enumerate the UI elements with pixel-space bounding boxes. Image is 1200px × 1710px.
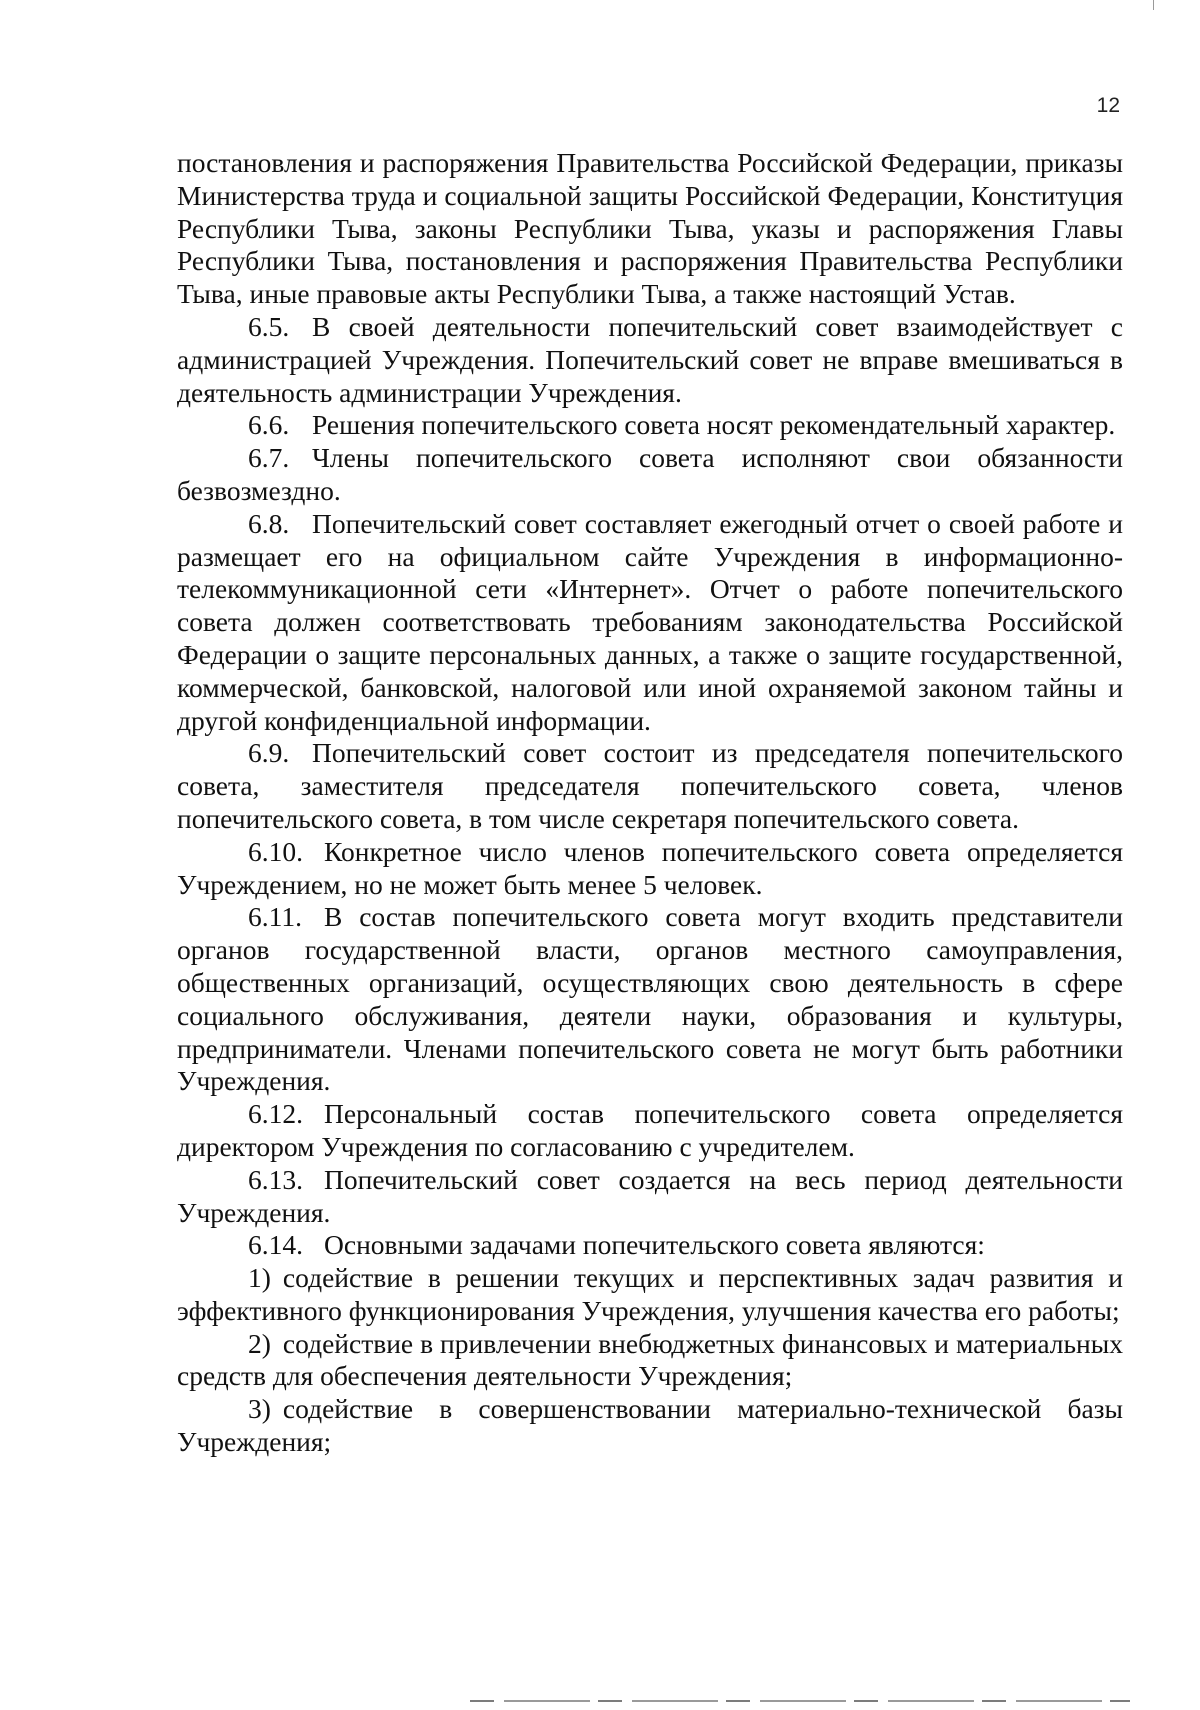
clause-number: 6.9. <box>248 737 290 769</box>
clause-number: 6.12. <box>248 1098 303 1130</box>
scan-bottom-line <box>470 1700 1130 1702</box>
list-number: 3) <box>248 1393 271 1425</box>
clause-6-9 <box>177 737 1123 835</box>
clause-text: Попечительский совет создается на весь период деятельности Учреждения. <box>177 1163 1123 1228</box>
clause-number: 6.13. <box>248 1163 303 1195</box>
clause-6-10 <box>177 836 1123 902</box>
paragraph-text: постановления и распоряжения Правительства Российской Федерации, приказы Министерства труда и социальной защиты Российской Федерации, Конституция Республики Тыва, законы Республики Тыва, указы и распоряжения Главы Республики Тыва, постановления и распоряжения Правительства Республики Тыва, иные правовые акты Республики Тыва, а также настоящий Устав. <box>177 147 1123 310</box>
clause-text: Конкретное число членов попечительского совета определяется Учреждением, но не может быть менее 5 человек. <box>177 835 1123 900</box>
scan-edge-mark <box>1153 0 1154 10</box>
clause-6-6 <box>177 409 1123 442</box>
clause-6-14 <box>177 1229 1123 1262</box>
clause-6-8 <box>177 508 1123 738</box>
document-body <box>177 147 1123 1459</box>
clause-6-13 <box>177 1164 1123 1230</box>
clause-number: 6.11. <box>248 901 302 933</box>
clause-6-11 <box>177 901 1123 1098</box>
task-item-2 <box>177 1328 1123 1394</box>
clause-number: 6.8. <box>248 507 290 539</box>
clause-text: Персональный состав попечительского совета определяется директором Учреждения по согласованию с учредителем. <box>177 1098 1123 1162</box>
paragraph-continuation <box>177 147 1123 311</box>
clause-number: 6.5. <box>248 310 290 342</box>
clause-6-12 <box>177 1098 1123 1164</box>
clause-number: 6.7. <box>248 442 290 474</box>
list-item-text: содействие в привлечении внебюджетных финансовых и материальных средств для обеспечения деятельности Учреждения; <box>177 1327 1123 1392</box>
clause-text: Попечительский совет составляет ежегодный отчет о своей работе и размещает его на официальном сайте Учреждения в информационно-телекоммуникационной сети «Интернет». Отчет о работе попечительского совета должен соответствовать требованиям законодательства Российской Федерации о защите персональных данных, а также о защите государственной, коммерческой, банковской, налоговой или иной охраняемой законом тайны и другой конфиденциальной информации. <box>177 507 1123 736</box>
clause-text: Попечительский совет состоит из председателя попечительского совета, заместителя председателя попечительского совета, членов попечительского совета, в том числе секретаря попечительского совета. <box>177 737 1123 834</box>
list-item-text: содействие в совершенствовании материально-технической базы Учреждения; <box>177 1393 1123 1458</box>
clause-number: 6.14. <box>248 1229 303 1261</box>
list-item-text: содействие в решении текущих и перспективных задач развития и эффективного функционирования Учреждения, улучшения качества его работы; <box>177 1262 1123 1326</box>
clause-text: Основными задачами попечительского совета являются: <box>324 1229 985 1261</box>
clause-text: В состав попечительского совета могут входить представители органов государственной власти, органов местного самоуправления, общественных организаций, осуществляющих свою деятельность в сфере социального обслуживания, деятели науки, образования и культуры, предприниматели. Членами попечительского совета не могут быть работники Учреждения. <box>177 901 1123 1097</box>
page-number: 12 <box>1096 94 1120 117</box>
clause-text: Члены попечительского совета исполняют свои обязанности безвозмездно. <box>177 442 1123 506</box>
clause-6-7 <box>177 442 1123 508</box>
clause-number: 6.10. <box>248 835 303 867</box>
clause-6-5 <box>177 311 1123 409</box>
task-item-3 <box>177 1393 1123 1459</box>
clause-text: В своей деятельности попечительский совет взаимодействует с администрацией Учреждения. Попечительский совет не вправе вмешиваться в деятельность администрации Учреждения. <box>177 310 1123 408</box>
clause-text: Решения попечительского совета носят рекомендательный характер. <box>312 409 1116 441</box>
list-number: 1) <box>248 1262 271 1294</box>
task-item-1 <box>177 1262 1123 1328</box>
list-number: 2) <box>248 1327 271 1359</box>
clause-number: 6.6. <box>248 409 290 441</box>
